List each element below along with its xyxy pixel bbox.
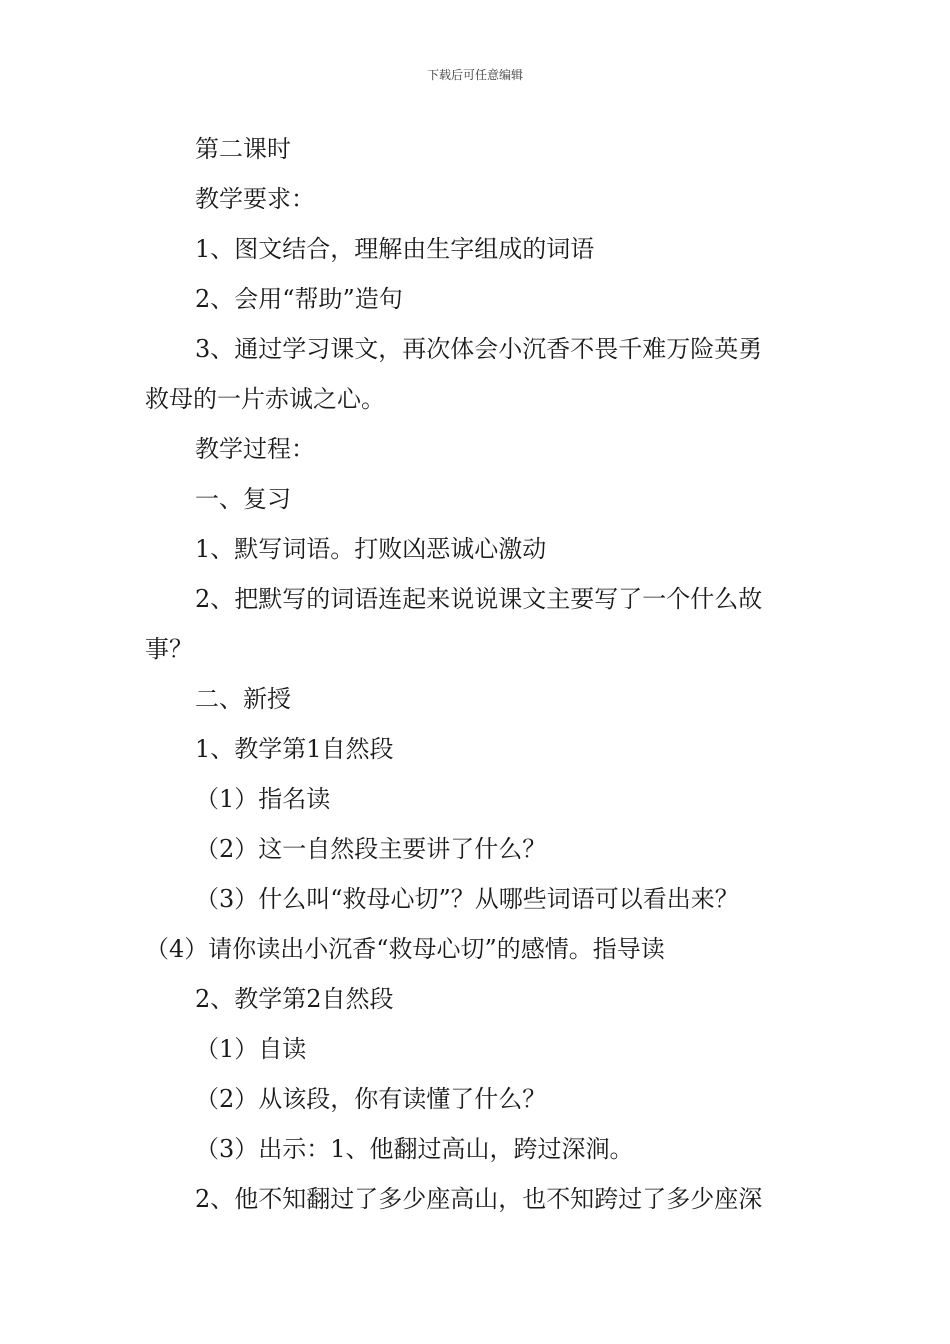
paragraph-line: 2、把默写的词语连起来说说课文主要写了一个什么故	[195, 585, 763, 613]
paragraph-line: （3）出示：1、他翻过高山，跨过深涧。	[195, 1135, 634, 1163]
page-header: 下载后可任意编辑	[426, 68, 523, 82]
lesson-title: 第二课时	[195, 135, 291, 163]
paragraph-line: 事？	[145, 635, 193, 663]
section-heading: 教学过程：	[195, 435, 315, 463]
paragraph-line: （2）这一自然段主要讲了什么？	[195, 835, 547, 863]
section-heading: 二、新授	[195, 685, 291, 713]
paragraph-line: 2、他不知翻过了多少座高山，也不知跨过了多少座深	[195, 1185, 763, 1213]
paragraph-line: （1）自读	[195, 1035, 307, 1063]
paragraph-line: （3）什么叫“救母心切”？从哪些词语可以看出来？	[195, 885, 739, 913]
paragraph-line: 1、默写词语。打败凶恶诚心激动	[195, 535, 547, 563]
paragraph-line: 1、图文结合，理解由生字组成的词语	[195, 235, 595, 263]
section-heading: 教学要求：	[195, 185, 315, 213]
paragraph-line: （1）指名读	[195, 785, 331, 813]
paragraph-line: 3、通过学习课文，再次体会小沉香不畏千难万险英勇	[195, 335, 763, 363]
paragraph-line: （2）从该段，你有读懂了什么？	[195, 1085, 547, 1113]
paragraph-line: 救母的一片赤诚之心。	[145, 385, 385, 413]
paragraph-line: 2、会用“帮助”造句	[195, 285, 403, 313]
paragraph-line: 2、教学第2自然段	[195, 985, 394, 1013]
paragraph-line: （4）请你读出小沉香“救母心切”的感情。指导读	[145, 935, 665, 963]
paragraph-line: 1、教学第1自然段	[195, 735, 394, 763]
section-heading: 一、复习	[195, 485, 291, 513]
